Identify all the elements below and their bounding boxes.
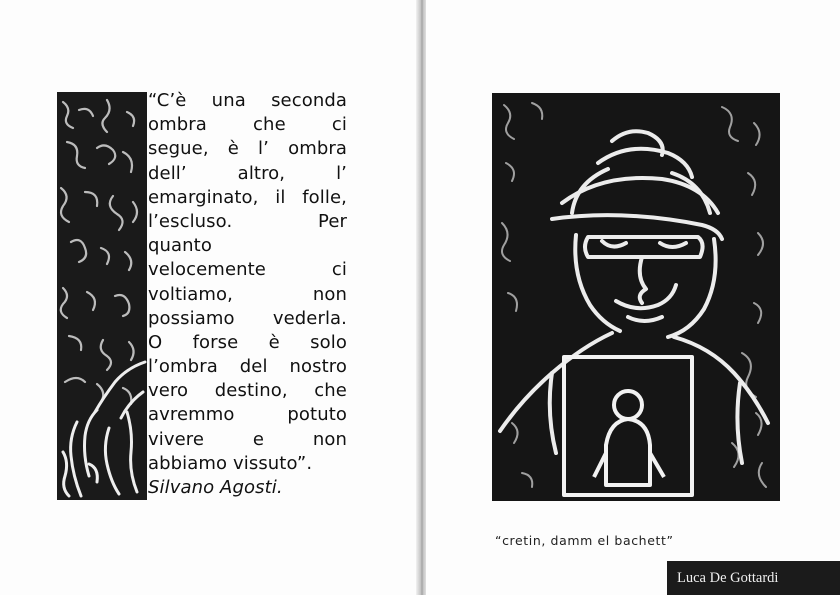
quote-line: vivere e non: [148, 428, 347, 450]
quote-line: abbiamo vissuto”.: [148, 452, 313, 474]
artwork-caption: “cretin, damm el bachett”: [495, 533, 674, 548]
quote-line: vero destino, che: [148, 380, 347, 402]
quote-line: segue, è l’ ombra: [148, 138, 347, 160]
quote-line: l’ombra del nostro: [148, 356, 347, 378]
quote-line: l’escluso. Per: [148, 210, 347, 232]
quote-line: voltiamo, non: [148, 283, 347, 305]
quote-line: O forse è solo: [148, 331, 347, 353]
portrait-artwork: [492, 93, 780, 501]
quote-author: Silvano Agosti.: [148, 477, 283, 498]
quote-line: quanto: [148, 235, 212, 257]
quote-line: avremmo potuto: [148, 404, 347, 426]
quote-line: ombra che ci: [148, 114, 347, 136]
portrait-sketch-image: [492, 93, 780, 501]
abstract-sketch-image: [57, 92, 147, 500]
left-artwork-strip: [57, 92, 147, 500]
quote-line: dell’ altro, l’: [148, 162, 347, 184]
quote-line: velocemente ci: [148, 259, 347, 281]
quote-line: possiamo vederla.: [148, 307, 347, 329]
quote-block: [148, 89, 347, 500]
author-credit-bar: Luca De Gottardi: [667, 561, 840, 595]
quote-line: “C’è una seconda: [148, 90, 347, 111]
quote-line: emarginato, il folle,: [148, 186, 347, 208]
